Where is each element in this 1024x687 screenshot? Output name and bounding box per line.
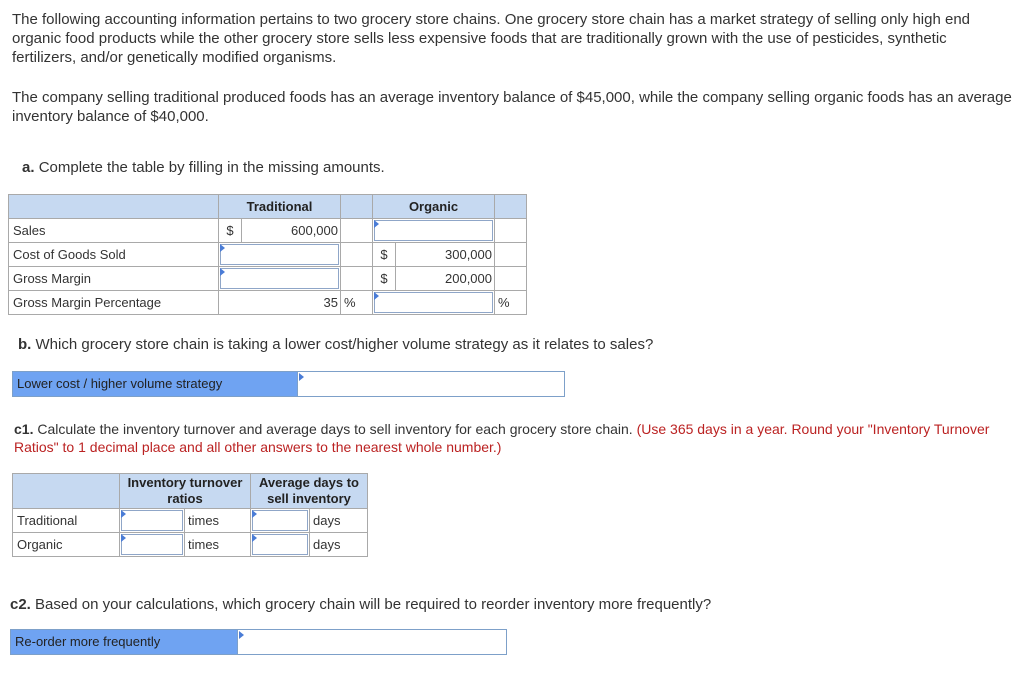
c1-row-traditional-label: Traditional xyxy=(13,509,120,533)
row-gross-margin-label: Gross Margin xyxy=(9,267,219,291)
part-c1-question xyxy=(14,420,1004,456)
organic-days-unit: days xyxy=(310,533,368,557)
turnover-header: Inventory turnover ratios xyxy=(120,474,251,509)
part-c1-table xyxy=(12,473,368,557)
intro-paragraph-2: The company selling traditional produced foods has an average inventory balance of $45,000, while the company selling organic foods has an average inventory balance of $40,000. xyxy=(12,89,1012,125)
gross-margin-organic-value: 200,000 xyxy=(396,267,495,291)
part-a-label: a. xyxy=(22,159,35,176)
part-c2-text: Based on your calculations, which grocery chain will be required to reorder inventory more frequently? xyxy=(35,596,712,613)
part-b-answer-row xyxy=(12,371,565,397)
c1-row-organic-label: Organic xyxy=(13,533,120,557)
part-c2-question xyxy=(10,595,711,614)
part-b-question xyxy=(18,335,653,354)
row-cogs-label: Cost of Goods Sold xyxy=(9,243,219,267)
days-header: Average days to sell inventory xyxy=(251,474,368,509)
cogs-traditional-input[interactable] xyxy=(219,243,341,267)
part-b-label: b. xyxy=(18,336,32,353)
gross-margin-pct-organic-unit: % xyxy=(495,291,527,315)
blank-header xyxy=(9,195,219,219)
part-b-answer-input[interactable] xyxy=(297,372,564,396)
organic-turnover-unit: times xyxy=(185,533,251,557)
part-c2-label: c2. xyxy=(10,596,31,613)
organic-turnover-input[interactable] xyxy=(120,533,185,557)
gross-margin-pct-traditional-value: 35 xyxy=(219,291,341,315)
gross-margin-pct-traditional-unit: % xyxy=(341,291,373,315)
gross-margin-traditional-input[interactable] xyxy=(219,267,341,291)
cogs-organic-currency: $ xyxy=(373,243,396,267)
part-a-question xyxy=(22,158,385,177)
row-sales-label: Sales xyxy=(9,219,219,243)
part-c1-label: c1. xyxy=(14,421,34,437)
part-b-text: Which grocery store chain is taking a lower cost/higher volume strategy as it relates to sales? xyxy=(35,336,654,353)
traditional-turnover-input[interactable] xyxy=(120,509,185,533)
traditional-turnover-unit: times xyxy=(185,509,251,533)
traditional-days-input[interactable] xyxy=(251,509,310,533)
traditional-days-unit: days xyxy=(310,509,368,533)
intro-paragraph-1: The following accounting information pertains to two grocery store chains. One grocery store chain has a market strategy of selling only high end organic food products while the other grocery store sells less expensive foods that are traditionally grown with the use of pesticides, synthetic fertilizers, and/or genetically modified organisms. xyxy=(12,11,971,66)
part-a-table xyxy=(8,194,527,315)
organic-days-input[interactable] xyxy=(251,533,310,557)
organic-pct-header xyxy=(495,195,527,219)
traditional-header: Traditional xyxy=(219,195,341,219)
row-gross-margin-pct-label: Gross Margin Percentage xyxy=(9,291,219,315)
part-a-text: Complete the table by filling in the missing amounts. xyxy=(38,159,385,176)
part-b-answer-label: Lower cost / higher volume strategy xyxy=(13,372,297,396)
gross-margin-pct-organic-input[interactable] xyxy=(373,291,495,315)
part-c1-hint: (Use 365 days in a year. Round your "Inventory Turnover Ratios" to 1 decimal place and all other answers to the nearest whole number.) xyxy=(14,421,990,455)
gross-margin-organic-currency: $ xyxy=(373,267,396,291)
sales-traditional-value: 600,000 xyxy=(242,219,341,243)
part-c2-answer-label: Re-order more frequently xyxy=(11,630,237,654)
sales-traditional-currency: $ xyxy=(219,219,242,243)
part-c1-text: Calculate the inventory turnover and average days to sell inventory for each grocery store chain. xyxy=(37,421,633,437)
sales-organic-input[interactable] xyxy=(373,219,495,243)
organic-header: Organic xyxy=(373,195,495,219)
traditional-pct-header xyxy=(341,195,373,219)
part-c2-answer-input[interactable] xyxy=(237,630,506,654)
cogs-organic-value: 300,000 xyxy=(396,243,495,267)
part-c2-answer-row xyxy=(10,629,507,655)
